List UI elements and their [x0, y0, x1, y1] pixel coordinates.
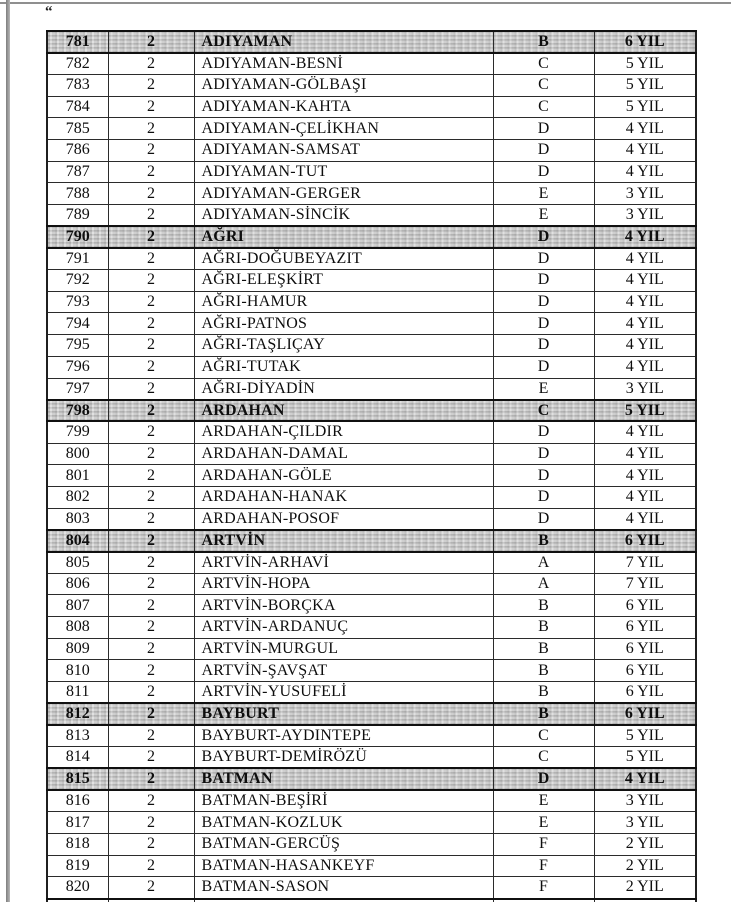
quote-mark: “	[45, 4, 54, 20]
cell-code: 2	[108, 747, 194, 769]
cell-grade: C	[493, 747, 594, 769]
cell-no: 790	[47, 226, 108, 248]
cell-code: 2	[108, 205, 194, 227]
cell-no: 801	[47, 465, 108, 487]
cell-no: 800	[47, 443, 108, 465]
cell-name: BAYBURT-DEMİRÖZÜ	[194, 747, 493, 769]
cell-name: ARTVİN-YUSUFELİ	[194, 682, 493, 704]
cell-grade: D	[493, 335, 594, 357]
cell-code: 2	[108, 617, 194, 639]
cell-code: 2	[108, 248, 194, 270]
cell-years: 4 YIL	[594, 768, 696, 790]
cell-name: ADIYAMAN-ÇELİKHAN	[194, 118, 493, 140]
cell-code: 2	[108, 31, 194, 53]
cell-no: 817	[47, 812, 108, 834]
district-row	[47, 877, 696, 899]
cell-grade: D	[493, 270, 594, 292]
cell-grade: C	[493, 74, 594, 96]
cell-years: 7 YIL	[594, 573, 696, 595]
cell-grade: D	[493, 486, 594, 508]
cell-name: ADIYAMAN	[194, 31, 493, 53]
cell-years: 5 YIL	[594, 74, 696, 96]
cell-code: 2	[108, 682, 194, 704]
cell-code: 2	[108, 335, 194, 357]
cell-grade: C	[493, 53, 594, 75]
district-row	[47, 465, 696, 487]
cell-name: ADIYAMAN-GÖLBAŞI	[194, 74, 493, 96]
table-body	[47, 31, 696, 902]
district-row	[47, 790, 696, 812]
cell-no: 803	[47, 508, 108, 530]
cell-no: 798	[47, 400, 108, 422]
cell-no: 783	[47, 74, 108, 96]
cell-no: 813	[47, 725, 108, 747]
province-header-row	[47, 31, 696, 53]
cell-no: 781	[47, 31, 108, 53]
province-header-row	[47, 768, 696, 790]
cell-years: 6 YIL	[594, 660, 696, 682]
cell-name: ARTVİN-ŞAVŞAT	[194, 660, 493, 682]
cell-years: 5 YIL	[594, 747, 696, 769]
cell-no: 815	[47, 768, 108, 790]
cell-years: 4 YIL	[594, 421, 696, 443]
district-row	[47, 270, 696, 292]
district-row	[47, 161, 696, 183]
cell-no: 792	[47, 270, 108, 292]
cell-years: 4 YIL	[594, 118, 696, 140]
district-row	[47, 638, 696, 660]
cell-no: 806	[47, 573, 108, 595]
cell-grade: E	[493, 183, 594, 205]
cell-name: ADIYAMAN-SAMSAT	[194, 139, 493, 161]
cell-grade: E	[493, 205, 594, 227]
cell-grade: D	[493, 465, 594, 487]
cell-years: 4 YIL	[594, 161, 696, 183]
cell-code: 2	[108, 378, 194, 400]
cell-grade: F	[493, 877, 594, 899]
cell-years: 6 YIL	[594, 530, 696, 552]
cell-name: BATMAN-KOZLUK	[194, 812, 493, 834]
cell-years	[594, 899, 696, 902]
district-row	[47, 313, 696, 335]
cell-years: 4 YIL	[594, 508, 696, 530]
cell-years: 6 YIL	[594, 703, 696, 725]
cell-code: 2	[108, 443, 194, 465]
cell-years: 4 YIL	[594, 465, 696, 487]
district-row	[47, 248, 696, 270]
cell-name: ADIYAMAN-KAHTA	[194, 96, 493, 118]
district-row	[47, 660, 696, 682]
cell-code: 2	[108, 74, 194, 96]
cell-code: 2	[108, 270, 194, 292]
cell-code: 2	[108, 508, 194, 530]
cell-code: 2	[108, 855, 194, 877]
cell-name: ARTVİN	[194, 530, 493, 552]
district-row	[47, 205, 696, 227]
cell-years: 4 YIL	[594, 443, 696, 465]
cell-years: 4 YIL	[594, 313, 696, 335]
cell-code: 2	[108, 660, 194, 682]
cell-grade: F	[493, 833, 594, 855]
cell-code	[108, 899, 194, 902]
cell-grade: D	[493, 118, 594, 140]
cell-name: ARTVİN-BORÇKA	[194, 595, 493, 617]
cell-name: ARDAHAN	[194, 400, 493, 422]
cell-code: 2	[108, 465, 194, 487]
district-row	[47, 725, 696, 747]
cell-no: 791	[47, 248, 108, 270]
cell-no: 788	[47, 183, 108, 205]
cell-no: 820	[47, 877, 108, 899]
cell-no: 797	[47, 378, 108, 400]
cell-no: 782	[47, 53, 108, 75]
cell-code: 2	[108, 400, 194, 422]
cell-years: 6 YIL	[594, 638, 696, 660]
district-row	[47, 552, 696, 574]
district-row	[47, 508, 696, 530]
cell-no: 809	[47, 638, 108, 660]
cell-grade: D	[493, 139, 594, 161]
cell-years: 4 YIL	[594, 139, 696, 161]
cell-no: 804	[47, 530, 108, 552]
cell-grade: B	[493, 617, 594, 639]
cell-grade: D	[493, 248, 594, 270]
cell-grade: D	[493, 421, 594, 443]
cell-code: 2	[108, 486, 194, 508]
cell-name: ARTVİN-HOPA	[194, 573, 493, 595]
cell-grade: B	[493, 660, 594, 682]
regions-duration-table	[46, 30, 697, 902]
cell-name: ARDAHAN-HANAK	[194, 486, 493, 508]
cell-name: ARDAHAN-ÇILDIR	[194, 421, 493, 443]
cell-name: BATMAN-BEŞİRİ	[194, 790, 493, 812]
cell-name: BATMAN-GERCÜŞ	[194, 833, 493, 855]
cell-code: 2	[108, 139, 194, 161]
cell-grade: E	[493, 812, 594, 834]
cell-name: ARDAHAN-POSOF	[194, 508, 493, 530]
district-row	[47, 812, 696, 834]
cell-grade: E	[493, 378, 594, 400]
cell-no: 811	[47, 682, 108, 704]
cell-name: ADIYAMAN-SİNCİK	[194, 205, 493, 227]
cell-grade: B	[493, 31, 594, 53]
province-header-row	[47, 226, 696, 248]
cell-code: 2	[108, 356, 194, 378]
cell-years: 5 YIL	[594, 725, 696, 747]
cell-code: 2	[108, 226, 194, 248]
cell-grade: F	[493, 855, 594, 877]
cell-no: 805	[47, 552, 108, 574]
page-left-scan-edge	[6, 0, 10, 902]
cell-code: 2	[108, 421, 194, 443]
cell-no: 807	[47, 595, 108, 617]
cell-years: 2 YIL	[594, 833, 696, 855]
cell-grade: E	[493, 790, 594, 812]
cell-grade: C	[493, 400, 594, 422]
province-header-row	[47, 530, 696, 552]
province-header-row	[47, 400, 696, 422]
cell-name: AĞRI-PATNOS	[194, 313, 493, 335]
clipped-next-row	[47, 899, 696, 902]
district-row	[47, 378, 696, 400]
cell-grade: D	[493, 226, 594, 248]
cell-years: 4 YIL	[594, 226, 696, 248]
cell-code: 2	[108, 812, 194, 834]
cell-years: 4 YIL	[594, 335, 696, 357]
district-row	[47, 595, 696, 617]
cell-code: 2	[108, 573, 194, 595]
district-row	[47, 53, 696, 75]
cell-name: ADIYAMAN-BESNİ	[194, 53, 493, 75]
cell-years: 6 YIL	[594, 595, 696, 617]
cell-no: 787	[47, 161, 108, 183]
cell-code: 2	[108, 552, 194, 574]
district-row	[47, 335, 696, 357]
cell-years: 5 YIL	[594, 53, 696, 75]
cell-years: 3 YIL	[594, 790, 696, 812]
cell-code: 2	[108, 291, 194, 313]
cell-years: 7 YIL	[594, 552, 696, 574]
cell-code: 2	[108, 53, 194, 75]
cell-name: ARDAHAN-DAMAL	[194, 443, 493, 465]
cell-code: 2	[108, 768, 194, 790]
cell-name: AĞRI-DİYADİN	[194, 378, 493, 400]
cell-code: 2	[108, 638, 194, 660]
cell-grade: D	[493, 508, 594, 530]
cell-years: 2 YIL	[594, 855, 696, 877]
cell-no: 789	[47, 205, 108, 227]
cell-no: 799	[47, 421, 108, 443]
page-top-rule	[0, 2, 731, 4]
cell-name: ARTVİN-ARHAVİ	[194, 552, 493, 574]
cell-grade: B	[493, 703, 594, 725]
cell-code: 2	[108, 595, 194, 617]
cell-name: ARDAHAN-GÖLE	[194, 465, 493, 487]
district-row	[47, 747, 696, 769]
cell-no: 812	[47, 703, 108, 725]
cell-name: AĞRI-DOĞUBEYAZIT	[194, 248, 493, 270]
district-row	[47, 682, 696, 704]
cell-name: ARTVİN-MURGUL	[194, 638, 493, 660]
cell-years: 4 YIL	[594, 291, 696, 313]
district-row	[47, 486, 696, 508]
cell-no: 814	[47, 747, 108, 769]
cell-no: 786	[47, 139, 108, 161]
district-row	[47, 118, 696, 140]
district-row	[47, 833, 696, 855]
cell-grade: A	[493, 573, 594, 595]
cell-name: BATMAN	[194, 768, 493, 790]
cell-years: 5 YIL	[594, 400, 696, 422]
cell-name: ARTVİN-ARDANUÇ	[194, 617, 493, 639]
cell-years: 3 YIL	[594, 205, 696, 227]
cell-grade: B	[493, 530, 594, 552]
cell-no: 819	[47, 855, 108, 877]
cell-grade: D	[493, 291, 594, 313]
cell-years: 6 YIL	[594, 617, 696, 639]
cell-years: 2 YIL	[594, 877, 696, 899]
cell-code: 2	[108, 833, 194, 855]
cell-no: 793	[47, 291, 108, 313]
cell-grade: B	[493, 638, 594, 660]
cell-code: 2	[108, 161, 194, 183]
district-row	[47, 855, 696, 877]
cell-name: AĞRI-ELEŞKİRT	[194, 270, 493, 292]
cell-no: 810	[47, 660, 108, 682]
cell-code: 2	[108, 96, 194, 118]
cell-no: 802	[47, 486, 108, 508]
cell-grade	[493, 899, 594, 902]
cell-code: 2	[108, 530, 194, 552]
cell-years: 3 YIL	[594, 378, 696, 400]
cell-no: 816	[47, 790, 108, 812]
cell-years: 5 YIL	[594, 96, 696, 118]
cell-name: AĞRI-TUTAK	[194, 356, 493, 378]
cell-code: 2	[108, 118, 194, 140]
district-row	[47, 96, 696, 118]
cell-grade: B	[493, 595, 594, 617]
cell-years: 4 YIL	[594, 356, 696, 378]
cell-years: 4 YIL	[594, 270, 696, 292]
cell-name: AĞRI-TAŞLIÇAY	[194, 335, 493, 357]
cell-name: ADIYAMAN-GERGER	[194, 183, 493, 205]
district-row	[47, 183, 696, 205]
cell-no: 808	[47, 617, 108, 639]
cell-grade: D	[493, 161, 594, 183]
district-row	[47, 573, 696, 595]
cell-grade: B	[493, 682, 594, 704]
cell-name: AĞRI	[194, 226, 493, 248]
cell-name: AĞRI-HAMUR	[194, 291, 493, 313]
cell-no: 784	[47, 96, 108, 118]
cell-years: 6 YIL	[594, 682, 696, 704]
cell-no: 818	[47, 833, 108, 855]
cell-years: 6 YIL	[594, 31, 696, 53]
cell-years: 3 YIL	[594, 812, 696, 834]
cell-grade: C	[493, 96, 594, 118]
cell-code: 2	[108, 877, 194, 899]
cell-code: 2	[108, 725, 194, 747]
cell-grade: D	[493, 768, 594, 790]
district-row	[47, 617, 696, 639]
cell-name: BATMAN-SASON	[194, 877, 493, 899]
cell-grade: D	[493, 313, 594, 335]
cell-grade: D	[493, 443, 594, 465]
cell-name: BATMAN-HASANKEYF	[194, 855, 493, 877]
cell-code: 2	[108, 790, 194, 812]
cell-no: 794	[47, 313, 108, 335]
cell-years: 4 YIL	[594, 486, 696, 508]
cell-name: ADIYAMAN-TUT	[194, 161, 493, 183]
cell-code: 2	[108, 703, 194, 725]
cell-years: 3 YIL	[594, 183, 696, 205]
province-header-row	[47, 703, 696, 725]
district-row	[47, 139, 696, 161]
district-row	[47, 291, 696, 313]
district-row	[47, 356, 696, 378]
cell-no: 785	[47, 118, 108, 140]
cell-grade: C	[493, 725, 594, 747]
cell-name: BAYBURT-AYDINTEPE	[194, 725, 493, 747]
cell-no	[47, 899, 108, 902]
district-row	[47, 443, 696, 465]
cell-grade: D	[493, 356, 594, 378]
cell-no: 795	[47, 335, 108, 357]
cell-years: 4 YIL	[594, 248, 696, 270]
district-row	[47, 421, 696, 443]
cell-name	[194, 899, 493, 902]
cell-no: 796	[47, 356, 108, 378]
cell-grade: A	[493, 552, 594, 574]
district-row	[47, 74, 696, 96]
cell-name: BAYBURT	[194, 703, 493, 725]
cell-code: 2	[108, 183, 194, 205]
cell-code: 2	[108, 313, 194, 335]
